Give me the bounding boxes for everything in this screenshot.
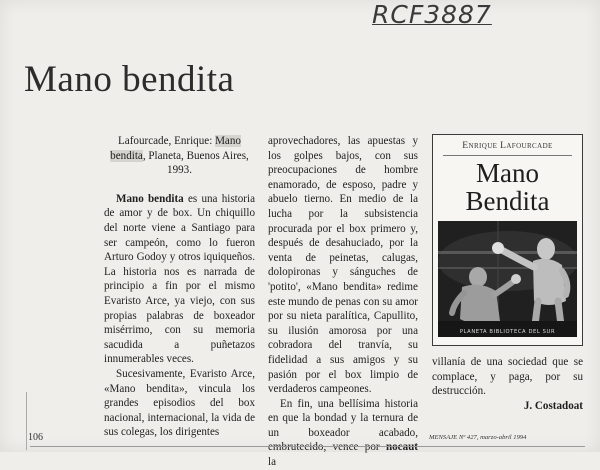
paragraph: Sucesivamente, Evaristo Arce, «Mano bendita», vincula los grandes episodios del box nacional, internacional, la vida de sus colegas, los dirigentes: [104, 367, 255, 439]
cover-boxing-photo: [438, 221, 577, 337]
book-cover-image: [432, 134, 583, 346]
cover-title-line-1: Mano: [476, 158, 539, 188]
footer-rule: [30, 446, 585, 447]
handwritten-call-number: RCF3887: [372, 0, 492, 29]
paragraph-text: es una historia de amor y de box. Un chiquillo del norte viene a Santiago para ser campeón, como lo fueron Arturo Godoy y otros iquiqueños. La historia nos es narrada de principio a fin por el mismo Evaristo Arce, ya viejo, con sus propias palabras de boxeador misérrimo, con su memoria sacudida a puñetazos innumerables veces.: [104, 192, 255, 366]
emphasized-word: nocaut: [385, 441, 418, 454]
book-citation: [104, 134, 255, 178]
journal-footer: MENSAJE Nº 427, marzo-abril 1994: [429, 434, 527, 441]
cover-title: [433, 159, 582, 215]
boxing-photo-illustration: [438, 221, 577, 337]
citation-book-title: Mano bendita: [110, 135, 241, 162]
citation-author: Lafourcade, Enrique:: [118, 135, 213, 147]
paragraph: [104, 192, 255, 367]
paragraph-text: En fin, una bellísima historia en que la bondad y la ternura de un boxeador acabado, embrutecido, vence por: [268, 397, 418, 454]
page-number: 106: [28, 432, 43, 443]
paragraph-text-end: la: [268, 456, 277, 469]
citation-publisher-info: , Planeta, Buenos Aires, 1993.: [142, 149, 249, 177]
reviewer-signature: J. Costadoat: [523, 399, 583, 412]
cover-divider: [443, 155, 572, 156]
cover-author: Enrique Lafourcade: [462, 141, 553, 151]
review-column-1: [104, 134, 255, 440]
book-title-lead: Mano bendita: [116, 192, 184, 205]
review-column-2: [268, 134, 418, 470]
cover-title-line-2: Bendita: [465, 186, 550, 216]
paragraph: aprovechadores, las apuestas y los golpes bajos, con sus preocupaciones de hombre enamorado, de esposo, padre y abuelo tierno. En medio de la lucha por la subsistencia procurada por el box primero y, después de desahuciado, por la venta de peinetas, calugas, dolopironas y sánguches de 'potito', «Mano bendita» redime este mundo de penas con su amor por su nieta paralítica, Capullito, su ilusión amorosa por una cobradora del tranvía, su fidelidad a sus amigos y su pasión por el box limpio de verdaderos campeones.: [268, 135, 418, 396]
review-column-3: [432, 355, 583, 413]
page-edge-line: [26, 392, 27, 450]
paragraph: villanía de una sociedad que se complace, y paga, por su destrucción.: [432, 356, 583, 398]
paragraph: [268, 397, 418, 470]
cover-publisher: PLANETA BIBLIOTECA DEL SUR: [459, 329, 556, 335]
article-title: Mano bendita: [24, 59, 235, 100]
